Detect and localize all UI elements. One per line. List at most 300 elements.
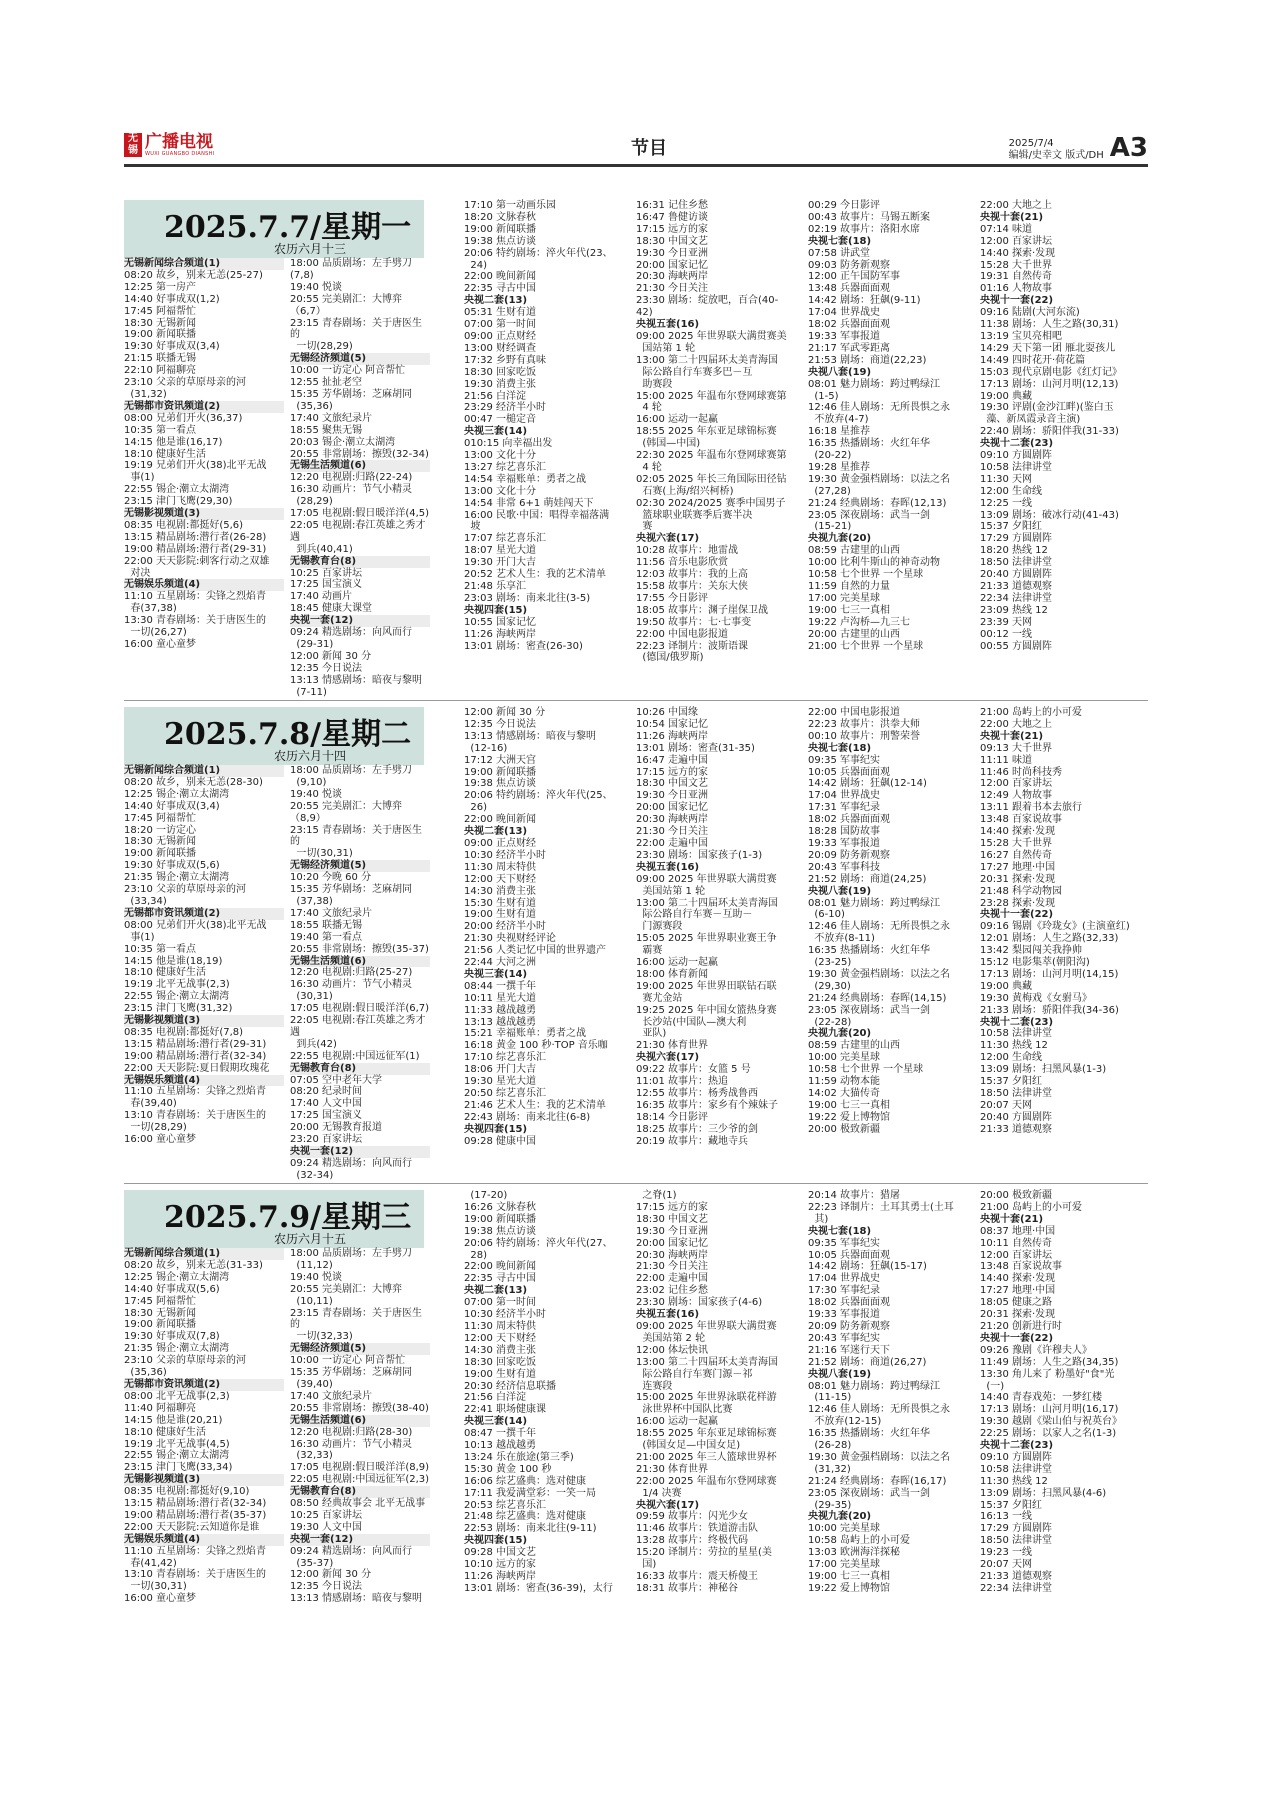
program-entry: 16:30 动画片：节气小精灵 (30,31): [290, 979, 412, 1003]
program-entry: 21:35 锡企·潮立太湖湾: [124, 872, 230, 884]
program-entry: 07:58 讲武堂: [808, 247, 870, 259]
newspaper-logo: [124, 132, 214, 158]
program-entry: 13:15 精品剧场:潜行者(32-34): [124, 1498, 267, 1510]
program-entry: 18:30 无锡新闻: [124, 317, 196, 329]
program-entry: 12:55 扯扯老空: [290, 377, 362, 389]
program-entry: 22:23 故事片：洪拳大师: [808, 718, 920, 730]
channel-heading: 央视一套(12): [290, 1146, 430, 1158]
program-entry: 19:22 爱上博物馆: [808, 1111, 890, 1123]
program-entry: 22:43 剧场：南来北往(6-8): [464, 1111, 591, 1123]
channel-heading: 央视五套(16): [636, 1309, 700, 1321]
program-entry: 17:29 方圆剧阵: [980, 533, 1052, 545]
schedule-column: [808, 707, 966, 1136]
program-entry: 20:43 军事科技: [808, 861, 880, 873]
page-header: [124, 130, 1148, 167]
program-entry: 16:35 热播剧场：火红年华 (20-22): [808, 438, 930, 462]
program-entry: 18:14 今日影评: [636, 1111, 708, 1123]
program-entry: 11:10 五星剧场：尖锋之烈焰青 春(37,38): [124, 591, 266, 615]
program-entry: 21:30 央视财经评论: [464, 933, 556, 945]
program-entry: 12:00 百家讲坛: [980, 778, 1052, 790]
program-entry: 17:13 剧场：山河月明(12,13): [980, 378, 1119, 390]
program-entry: 18:30 无锡新闻: [124, 836, 196, 848]
channel-heading: 央视二套(13): [464, 1285, 528, 1297]
program-entry: 13:15 精品剧场:潜行者(29-31): [124, 1038, 267, 1050]
program-entry: 19:38 焦点访谈: [464, 235, 536, 247]
program-entry: 18:05 故事片：渊子崖保卫战: [636, 604, 768, 616]
program-entry: 17:40 文旅纪录片: [290, 412, 372, 424]
program-entry: 21:16 军迷行天下: [808, 1344, 890, 1356]
program-entry: 21:17 军武零距离: [808, 342, 890, 354]
program-entry: 14:15 他是谁(18,19): [124, 955, 223, 967]
program-entry: 19:00 精品剧场:潜行者(29-31): [124, 543, 267, 555]
program-entry: 22:35 寻古中国: [464, 1273, 536, 1285]
program-entry: 22:30 2025 年温布尔登网球赛第 4 轮: [636, 450, 787, 473]
channel-heading: 央视十一套(22): [980, 1332, 1054, 1344]
program-entry: 22:10 阿福聊亮: [124, 365, 196, 377]
program-entry: 18:30 中国文艺: [636, 1213, 708, 1225]
program-entry: 18:50 法律讲堂: [980, 557, 1052, 569]
program-entry: 21:56 白洋淀: [464, 390, 526, 402]
program-entry: 11:26 海峡两岸: [464, 628, 536, 640]
program-entry: 10:58 七个世界 一个星球: [808, 1064, 924, 1076]
program-entry: 19:30 黄金强档剧场：以法之名 (29,30): [808, 968, 950, 992]
program-entry: 16:00 民歌·中国：唱得幸福落满 坡: [464, 509, 610, 533]
program-entry: 15:00 2025 年世界泳联花样游 泳世界杯中国队比赛: [636, 1392, 777, 1416]
program-entry: 16:13 一线: [980, 1511, 1032, 1523]
page-number: A3: [1109, 133, 1148, 163]
program-entry: 22:05 电视剧:中国远征军(2,3): [290, 1474, 430, 1486]
program-entry: 08:01 魅力剧场：跨过鸭绿江 (1-5): [808, 378, 940, 402]
program-entry: 00:29 今日影评: [808, 200, 880, 211]
program-entry: 17:15 远方的家: [636, 766, 708, 778]
channel-heading: 无锡教育台(8): [290, 1063, 430, 1075]
program-entry: 17:29 方圆剧阵: [980, 1523, 1052, 1535]
program-entry: 21:52 剧场：商道(26,27): [808, 1356, 927, 1368]
program-entry: 22:40 剧场：骄阳伴我(31-33): [980, 426, 1119, 438]
program-entry: 21:30 体育世界: [636, 1463, 708, 1475]
lunar-date: 农历六月十五: [274, 1232, 347, 1246]
program-entry: 10:25 百家讲坛: [290, 567, 362, 579]
program-entry: 22:00 2025 年温布尔登网球赛 1/4 决赛: [636, 1475, 777, 1499]
program-entry: 11:40 阿福聊亮: [124, 1402, 196, 1414]
program-entry: 14:30 消费主张: [464, 1344, 536, 1356]
program-entry: 15:37 夕阳红: [980, 521, 1042, 533]
program-entry: 12:00 百家讲坛: [980, 1249, 1052, 1261]
program-entry: 12:25 第一房产: [124, 281, 196, 293]
program-entry: 22:00 走遍中国: [636, 837, 708, 849]
program-entry: 12:20 电视剧:归路(22-24): [290, 472, 413, 484]
program-entry: 09:28 健康中国: [464, 1135, 536, 1147]
program-entry: 10:28 故事片：地雷战: [636, 545, 738, 557]
program-entry: 18:02 兵器面面观: [808, 814, 890, 826]
program-entry: 20:55 完美剧汇：大博弈 (10,11): [290, 1283, 402, 1307]
channel-heading: 无锡生活频道(6): [290, 460, 430, 472]
program-entry: 18:30 中国文艺: [636, 235, 708, 247]
program-entry: 20:55 完美剧汇：大博弈（8,9）: [290, 800, 402, 824]
program-entry: 08:59 古建里的山西: [808, 1040, 900, 1052]
day-divider: [124, 700, 1148, 701]
program-entry: 12:00 生命线: [980, 485, 1042, 497]
program-entry: 17:13 剧场：山河月明(14,15): [980, 968, 1119, 980]
program-entry: 20:55 完美剧汇：大博弈（6,7）: [290, 293, 402, 317]
program-entry: 09:35 军事纪实: [808, 754, 880, 766]
schedule-column: [980, 707, 1148, 1136]
channel-heading: 央视四套(15): [464, 604, 528, 616]
program-entry: 12:00 体坛快讯: [636, 1344, 708, 1356]
program-entry: 11:46 故事片：铁道游击队: [636, 1523, 758, 1535]
section-title: 节目: [631, 138, 667, 159]
program-entry: 22:00 大地之上: [980, 200, 1052, 211]
schedule-column: [124, 1248, 284, 1605]
program-entry: 12:00 百家讲坛: [980, 235, 1052, 247]
program-entry: 17:10 第一动画乐园: [464, 200, 556, 211]
program-entry: 14:40 探索·发现: [980, 1273, 1056, 1285]
program-entry: 16:33 故事片：震天桥傻王: [636, 1571, 758, 1582]
program-entry: 14:40 青春戏苑：一梦红楼: [980, 1392, 1102, 1404]
channel-heading: 无锡娱乐频道(4): [124, 1534, 284, 1546]
program-entry: 23:05 深夜剧场：武当一剑 (29-35): [808, 1487, 930, 1511]
program-entry: 02:19 故事片：洛阳水席: [808, 223, 920, 235]
date-heading: 2025.7.7/星期一: [164, 210, 412, 245]
channel-heading: 央视九套(20): [808, 1511, 872, 1523]
channel-heading: 无锡新闻综合频道(1): [124, 1248, 284, 1260]
program-entry: 20:30 海峡两岸: [636, 271, 708, 283]
program-entry: 22:55 锡企·潮立太湖湾: [124, 484, 230, 496]
program-entry: 13:01 剧场：密查(36-39)，太行: [464, 1582, 613, 1594]
program-entry: 19:30 黄金强档剧场：以法之名 (27,28): [808, 473, 950, 497]
program-entry: 21:20 创新进行时: [980, 1320, 1062, 1332]
schedule-column: [464, 1190, 622, 1595]
program-entry: 13:24 乐在旅途(第三季): [464, 1451, 574, 1463]
program-entry: 12:20 电视剧:归路(25-27): [290, 967, 413, 979]
program-entry: 22:53 剧场：南来北往(9-11): [464, 1523, 597, 1535]
program-entry: 09:00 2025 年世界联大满贯赛 美国站第 2 轮: [636, 1320, 777, 1344]
program-entry: 20:06 特约剧场：淬火年代(23、 24): [464, 247, 613, 271]
program-entry: 22:05 电视剧:春江英雄之秀才遇 到兵(42): [290, 1015, 426, 1050]
program-entry: 09:24 精选剧场：向风而行 (35-37): [290, 1545, 412, 1569]
program-entry: 21:33 道德观察: [980, 1123, 1052, 1135]
program-entry: 13:13 情感剧场：暗夜与黎明 (7-11): [290, 674, 422, 698]
program-entry: 22:00 晚间新闻: [464, 1261, 536, 1273]
program-entry: 20:19 故事片：藏地寺兵: [636, 1135, 748, 1147]
program-entry: 17:32 乡野有真味: [464, 354, 546, 366]
program-entry: 10:00 完美星球: [808, 1523, 880, 1535]
program-entry: 10:26 中国缘: [636, 707, 698, 718]
program-entry: 12:00 天下财经: [464, 873, 536, 885]
program-entry: 18:07 星光大道: [464, 545, 536, 557]
program-entry: 18:00 品质剧场：左手劈刀(7,8): [290, 258, 412, 281]
program-entry: 17:15 远方的家: [636, 223, 708, 235]
program-entry: 13:10 青春剧场：关于唐医生的 一切(28,29): [124, 1110, 266, 1134]
program-entry: 19:19 北平无战事(2,3): [124, 979, 230, 991]
program-entry: 16:18 星推荐: [808, 426, 870, 438]
logo-name: 广播电视: [145, 131, 213, 152]
program-entry: 19:00 新闻联播: [464, 223, 536, 235]
channel-heading: 无锡生活频道(6): [290, 956, 430, 968]
program-entry: 19:30 好事成双(5,6): [124, 860, 220, 872]
program-entry: 23:15 津门飞鹰(33,34): [124, 1462, 233, 1474]
date-heading: 2025.7.8/星期二: [164, 717, 412, 752]
program-entry: 之脊(1): [636, 1190, 677, 1201]
program-entry: 18:55 2025 年东亚足球锦标赛 (韩国—中国): [636, 426, 777, 450]
program-entry: 17:05 电视剧:假日暖洋洋(6,7): [290, 1003, 430, 1015]
program-entry: 08:20 故乡，别来无恙(31-33): [124, 1259, 263, 1271]
logo-mark: 无锡: [124, 133, 142, 157]
channel-heading: 央视五套(16): [636, 861, 700, 873]
program-entry: 11:01 故事片：热追: [636, 1076, 728, 1088]
channel-heading: 央视三套(14): [464, 426, 528, 438]
program-entry: 16:30 动画片：节气小精灵 (32,33): [290, 1438, 412, 1462]
program-entry: 21:56 白洋淀: [464, 1392, 526, 1404]
program-entry: 12:00 新闻 30 分: [290, 650, 372, 662]
program-entry: 19:00 七三一真相: [808, 1571, 890, 1582]
program-entry: 23:39 天网: [980, 616, 1032, 628]
program-entry: 12:00 新闻 30 分: [464, 707, 546, 718]
program-entry: 19:00 新闻联播: [124, 329, 196, 341]
program-entry: 14:49 四时花开·荷花篇: [980, 354, 1086, 366]
program-entry: 10:55 国家记忆: [464, 616, 536, 628]
program-entry: 21:35 锡企·潮立太湖湾: [124, 1343, 230, 1355]
program-entry: 22:55 锡企·潮立太湖湾: [124, 1450, 230, 1462]
program-entry: 09:00 正点财经: [464, 837, 536, 849]
channel-heading: 央视七套(18): [808, 742, 872, 754]
program-entry: 08:35 电视剧:都挺好(7,8): [124, 1026, 244, 1038]
program-entry: 17:04 世界战史: [808, 790, 880, 802]
channel-heading: 央视十一套(22): [980, 909, 1054, 921]
program-entry: 11:26 海峡两岸: [636, 730, 708, 742]
program-entry: 22:00 中国电影报道: [636, 628, 728, 640]
program-entry: 22:35 寻古中国: [464, 283, 536, 295]
program-entry: 18:55 2025 年东亚足球锦标赛 (韩国女足—中国女足): [636, 1428, 777, 1452]
program-entry: 10:58 法律讲堂: [980, 1028, 1052, 1040]
channel-heading: 央视六套(17): [636, 1499, 700, 1511]
program-entry: 22:00 晚间新闻: [464, 271, 536, 283]
program-entry: 09:35 军事纪实: [808, 1237, 880, 1249]
program-entry: 21:24 经典剧场：春晖(16,17): [808, 1475, 947, 1487]
program-entry: 13:10 青春剧场：关于唐医生的 一切(30,31): [124, 1569, 266, 1593]
program-entry: 12:03 故事片：我的上高: [636, 569, 748, 581]
program-entry: 18:20 热线 12: [980, 545, 1048, 557]
program-entry: 21:56 人类记忆中国的世界遗产: [464, 945, 606, 957]
program-entry: 20:00 古建里的山西: [808, 628, 900, 640]
program-entry: 17:31 军事纪录: [808, 802, 880, 814]
program-entry: 14:40 探索·发现: [980, 826, 1056, 838]
program-entry: 10:13 越战越勇: [464, 1440, 536, 1452]
program-entry: 14:40 好事成双(1,2): [124, 293, 220, 305]
program-entry: 10:58 法律讲堂: [980, 1463, 1052, 1475]
program-entry: 19:00 精品剧场:潜行者(35-37): [124, 1509, 267, 1521]
program-entry: 16:30 动画片：节气小精灵 (28,29): [290, 484, 412, 508]
program-entry: 23:15 津门飞鹰(31,32): [124, 1003, 233, 1015]
schedule-column: [124, 258, 284, 651]
program-entry: 19:40 悦谈: [290, 1271, 342, 1283]
program-entry: 09:10 方圆剧阵: [980, 1451, 1052, 1463]
program-entry: 16:35 热播剧场：火红年华 (23-25): [808, 945, 930, 969]
program-entry: 10:30 经济半小时: [464, 849, 546, 861]
program-entry: 08:35 电视剧:都挺好(9,10): [124, 1486, 250, 1498]
program-entry: 18:31 故事片：神秘谷: [636, 1582, 738, 1594]
program-entry: 17:05 电视剧:假日暖洋洋(8,9): [290, 1462, 430, 1474]
program-entry: 20:06 特约剧场：淬火年代(27、 28): [464, 1237, 613, 1261]
program-entry: 16:31 记住乡愁: [636, 200, 708, 211]
program-entry: 19:38 焦点访谈: [464, 1225, 536, 1237]
lunar-date: 农历六月十四: [274, 749, 347, 763]
program-entry: 17:40 文旅纪录片: [290, 1390, 372, 1402]
program-entry: 00:10 故事片：刑警荣誉: [808, 730, 920, 742]
program-entry: 11:30 天网: [980, 473, 1032, 485]
program-entry: 21:33 道德观察: [980, 581, 1052, 592]
program-entry: 16:26 文脉春秋: [464, 1201, 536, 1213]
program-entry: 20:40 方圆剧阵: [980, 1111, 1052, 1123]
program-entry: 00:12 一线: [980, 628, 1032, 640]
program-entry: 19:22 爱上博物馆: [808, 1582, 890, 1594]
program-entry: 08:44 一撰千年: [464, 980, 536, 992]
program-entry: 19:31 自然传奇: [980, 271, 1052, 283]
channel-heading: 无锡新闻综合频道(1): [124, 765, 284, 777]
schedule-column: [124, 765, 284, 1146]
channel-heading: 央视十一套(22): [980, 295, 1054, 307]
program-entry: 15:58 故事片：关东大侠: [636, 581, 748, 592]
program-entry: 20:00 极致新疆: [808, 1123, 880, 1135]
program-entry: 16:47 走遍中国: [636, 754, 708, 766]
program-entry: 23:03 剧场：南来北往(3-5): [464, 592, 591, 604]
program-entry: 07:05 空中老年大学: [290, 1074, 382, 1086]
program-entry: 13:42 梨园闯关我挣帅: [980, 945, 1082, 957]
channel-heading: 央视六套(17): [636, 533, 700, 545]
program-entry: 22:55 锡企·潮立太湖湾: [124, 991, 230, 1003]
program-entry: 19:25 2025 年中国女篮热身赛 长沙站(中国队—澳大利 亚队): [636, 1004, 777, 1040]
program-entry: 00:47 一槌定音: [464, 414, 536, 426]
program-entry: 15:12 电影集萃(朝阳沟): [980, 957, 1090, 969]
program-entry: 14:42 剧场：狂飙(9-11): [808, 295, 921, 307]
program-entry: 11:10 五星剧场：尖锋之烈焰青 春(41,42): [124, 1545, 266, 1569]
program-entry: 16:00 童心童梦: [124, 639, 196, 650]
program-entry: 21:48 乐享汇: [464, 581, 526, 592]
program-entry: 12:46 佳人剧场：无所畏惧之永 不放弃(8-11): [808, 921, 950, 945]
program-entry: 16:00 运动一起赢: [636, 1416, 718, 1428]
program-entry: 22:25 剧场：以家人之名(1-3): [980, 1428, 1117, 1440]
program-entry: 12:49 人物故事: [980, 790, 1052, 802]
program-entry: 19:00 新闻联播: [124, 848, 196, 860]
program-entry: 09:03 防务新观察: [808, 259, 890, 271]
program-entry: 11:30 热线 12: [980, 1040, 1048, 1052]
program-entry: 22:00 天天影院:刺客行动之双雄 对决: [124, 555, 270, 579]
program-entry: 17:25 国宝演义: [290, 1110, 362, 1122]
program-entry: 20:53 综艺喜乐汇: [464, 1499, 546, 1511]
program-entry: 18:45 健康大课堂: [290, 603, 372, 615]
program-entry: 13:03 欧洲海洋探秘: [808, 1547, 900, 1559]
program-entry: 19:28 星推荐: [808, 461, 870, 473]
program-entry: 15:03 现代京剧电影《红灯记》: [980, 366, 1122, 378]
program-entry: 09:00 正点财经: [464, 330, 536, 342]
program-entry: 18:20 文脉春秋: [464, 211, 536, 223]
logo-subtitle: WUXI GUANGBO DIANSHI: [145, 150, 215, 157]
program-entry: 19:30 好事成双(7,8): [124, 1331, 220, 1343]
program-entry: 13:00 财经调查: [464, 342, 536, 354]
program-entry: 00:43 故事片：马锡五断案: [808, 211, 930, 223]
program-entry: 22:55 电视剧:中国远征军(1): [290, 1050, 420, 1062]
program-entry: 19:30 黄金强档剧场：以法之名 (31,32): [808, 1451, 950, 1475]
schedule-column: [808, 200, 966, 652]
program-entry: 18:50 法律讲堂: [980, 1088, 1052, 1099]
channel-heading: 无锡经济频道(5): [290, 1343, 430, 1355]
program-entry: 15:37 夕阳红: [980, 1076, 1042, 1088]
program-entry: 19:30 评剧(金沙江畔)(鉴白玉 藻、新凤霞录音主演): [980, 402, 1114, 426]
program-entry: 21:30 今日关注: [636, 1261, 708, 1273]
program-entry: 10:58 岛屿上的小可爱: [808, 1535, 910, 1547]
schedule-column: [636, 1190, 794, 1595]
program-entry: 18:00 品质剧场：左手劈刀 (9,10): [290, 765, 412, 788]
program-entry: 11:11 味道: [980, 754, 1032, 766]
program-entry: 22:23 译制片：波斯语课 (德国/俄罗斯): [636, 640, 748, 664]
program-entry: 21:30 体育世界: [636, 1040, 708, 1052]
program-entry: 19:00 生财有道: [464, 1368, 536, 1380]
schedule-column: [980, 1190, 1148, 1595]
program-entry: 08:20 故乡，别来无恙(28-30): [124, 776, 263, 788]
program-entry: 17:25 国宝演义: [290, 579, 362, 591]
program-entry: 17:40 文旅纪录片: [290, 907, 372, 919]
program-entry: 20:00 国家记忆: [636, 1237, 708, 1249]
program-entry: 17:45 阿福帮忙: [124, 305, 196, 317]
program-entry: 21:00 岛屿上的小可爱: [980, 707, 1082, 718]
program-entry: 20:52 艺术人生：我的艺术清单: [464, 569, 606, 581]
channel-heading: 央视四套(15): [464, 1123, 528, 1135]
channel-heading: 无锡教育台(8): [290, 1486, 430, 1498]
program-entry: 11:59 动物本能: [808, 1076, 880, 1088]
program-entry: 18:00 体育新闻: [636, 968, 708, 980]
program-entry: 10:00 一访定心 阿音帮忙: [290, 365, 406, 377]
program-entry: 13:13 情感剧场：暗夜与黎明 (12-16): [464, 730, 596, 754]
program-entry: 23:30 剧场：绽放吧，百合(40-42): [636, 295, 779, 319]
program-entry: 19:00 新闻联播: [464, 1213, 536, 1225]
program-entry: 13:00 第二十四届环太美青海国 际公路自行车赛－互助－ 门源赛段: [636, 897, 778, 933]
program-entry: 11:49 剧场：人生之路(34,35): [980, 1356, 1119, 1368]
program-entry: 08:37 地理·中国: [980, 1225, 1056, 1237]
program-entry: 21:00 2025 年三人篮球世界杯: [636, 1451, 777, 1463]
program-entry: 11:38 剧场：人生之路(30,31): [980, 319, 1119, 331]
program-entry: 21:33 剧场：骄阳伴我(34-36): [980, 1004, 1119, 1016]
program-entry: 15:35 芳华剧场：芝麻胡同 (39,40): [290, 1367, 412, 1390]
program-entry: 15:20 译制片：劳拉的星星(美 国): [636, 1547, 772, 1571]
channel-heading: 无锡影视频道(3): [124, 1015, 284, 1027]
program-entry: 08:20 纪录时间: [290, 1086, 362, 1098]
program-entry: 18:10 健康好生活: [124, 1426, 206, 1438]
program-entry: 17:04 世界战史: [808, 307, 880, 319]
channel-heading: 央视二套(13): [464, 295, 528, 307]
program-entry: 15:21 幸福账单：勇者之战: [464, 1028, 586, 1040]
program-entry: 12:20 电视剧:归路(28-30): [290, 1426, 413, 1438]
program-entry: 09:26 豫剧《许穆夫人》: [980, 1344, 1092, 1356]
program-entry: 13:00 文化十分: [464, 485, 536, 497]
schedule-column: [636, 707, 794, 1148]
channel-heading: 无锡生活频道(6): [290, 1415, 430, 1427]
program-entry: 13:30 青春剧场：关于唐医生的 一切(26,27): [124, 615, 266, 639]
program-entry: 08:00 兄弟们开火(36,37): [124, 412, 243, 424]
program-entry: 20:06 特约剧场：淬火年代(25、 26): [464, 790, 613, 814]
program-entry: 23:15 青春剧场：关于唐医生的 一切(28,29): [290, 317, 422, 353]
program-entry: 13:09 剧场：破冰行动(41-43): [980, 509, 1119, 521]
program-entry: 20:00 国家记忆: [636, 259, 708, 271]
channel-heading: 央视十二套(23): [980, 438, 1054, 450]
program-entry: 20:40 方圆剧阵: [980, 569, 1052, 581]
program-entry: 13:48 兵器面面观: [808, 283, 890, 295]
program-entry: 23:29 经济半小时: [464, 402, 546, 414]
program-entry: 21:24 经典剧场：春晖(14,15): [808, 992, 947, 1004]
program-entry: 17:13 剧场：山河月明(16,17): [980, 1404, 1119, 1416]
program-entry: 21:33 道德观察: [980, 1571, 1052, 1582]
program-entry: 09:24 精选剧场：向风而行 (29-31): [290, 627, 412, 650]
program-entry: 17:10 综艺喜乐汇: [464, 1052, 546, 1064]
